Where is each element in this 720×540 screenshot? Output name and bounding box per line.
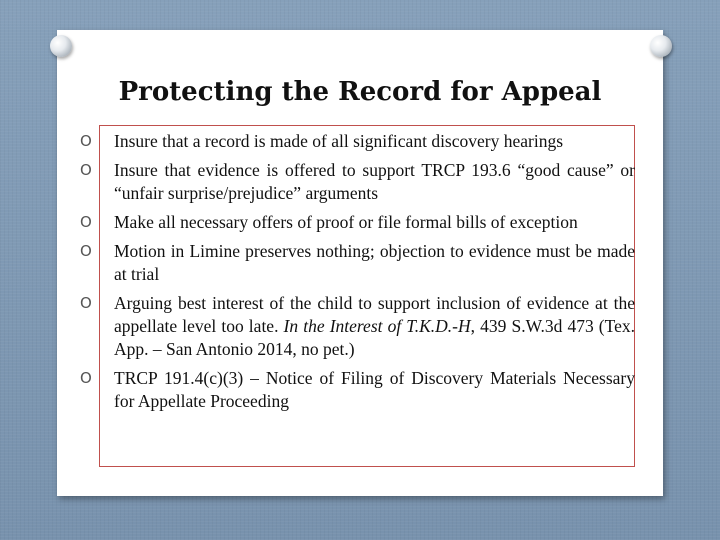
bullet-text: Make all necessary offers of proof or file formal bills of exception <box>114 212 578 232</box>
bullet-marker-icon: O <box>80 369 92 387</box>
bullet-item <box>80 130 635 153</box>
bullet-marker-icon: O <box>80 213 92 231</box>
bullet-marker-icon: O <box>80 161 92 179</box>
case-name: In the Interest of T.K.D.-H <box>283 316 471 336</box>
bullet-text: Motion in Limine preserves nothing; objection to evidence must be made at trial <box>114 241 635 284</box>
case-citation: , 439 S.W.3d 473 (Tex. App. – San Antonio 2014, no pet.) <box>114 316 635 359</box>
bullet-item <box>80 367 635 413</box>
bullet-item <box>80 159 635 205</box>
bullet-marker-icon: O <box>80 132 92 150</box>
bullet-marker-icon: O <box>80 242 92 260</box>
bullet-text: Insure that a record is made of all significant discovery hearings <box>114 131 564 151</box>
bullet-text: Insure that evidence is offered to support TRCP 193.6 “good cause” or “unfair surprise/prejudice” arguments <box>114 160 635 203</box>
pushpin-icon <box>650 35 672 57</box>
bullet-list <box>80 130 635 419</box>
bullet-item <box>80 240 635 286</box>
bullet-text: TRCP 191.4(c)(3) – Notice of Filing of Discovery Materials Necessary for Appellate Proceeding <box>114 368 635 411</box>
pushpin-icon <box>50 35 72 57</box>
bullet-marker-icon: O <box>80 294 92 312</box>
bullet-item <box>80 292 635 361</box>
bullet-text: Arguing best interest of the child to support inclusion of evidence at the appellate level too late. <box>114 293 635 336</box>
slide-title: Protecting the Record for Appeal <box>118 77 602 107</box>
bullet-item <box>80 211 635 234</box>
